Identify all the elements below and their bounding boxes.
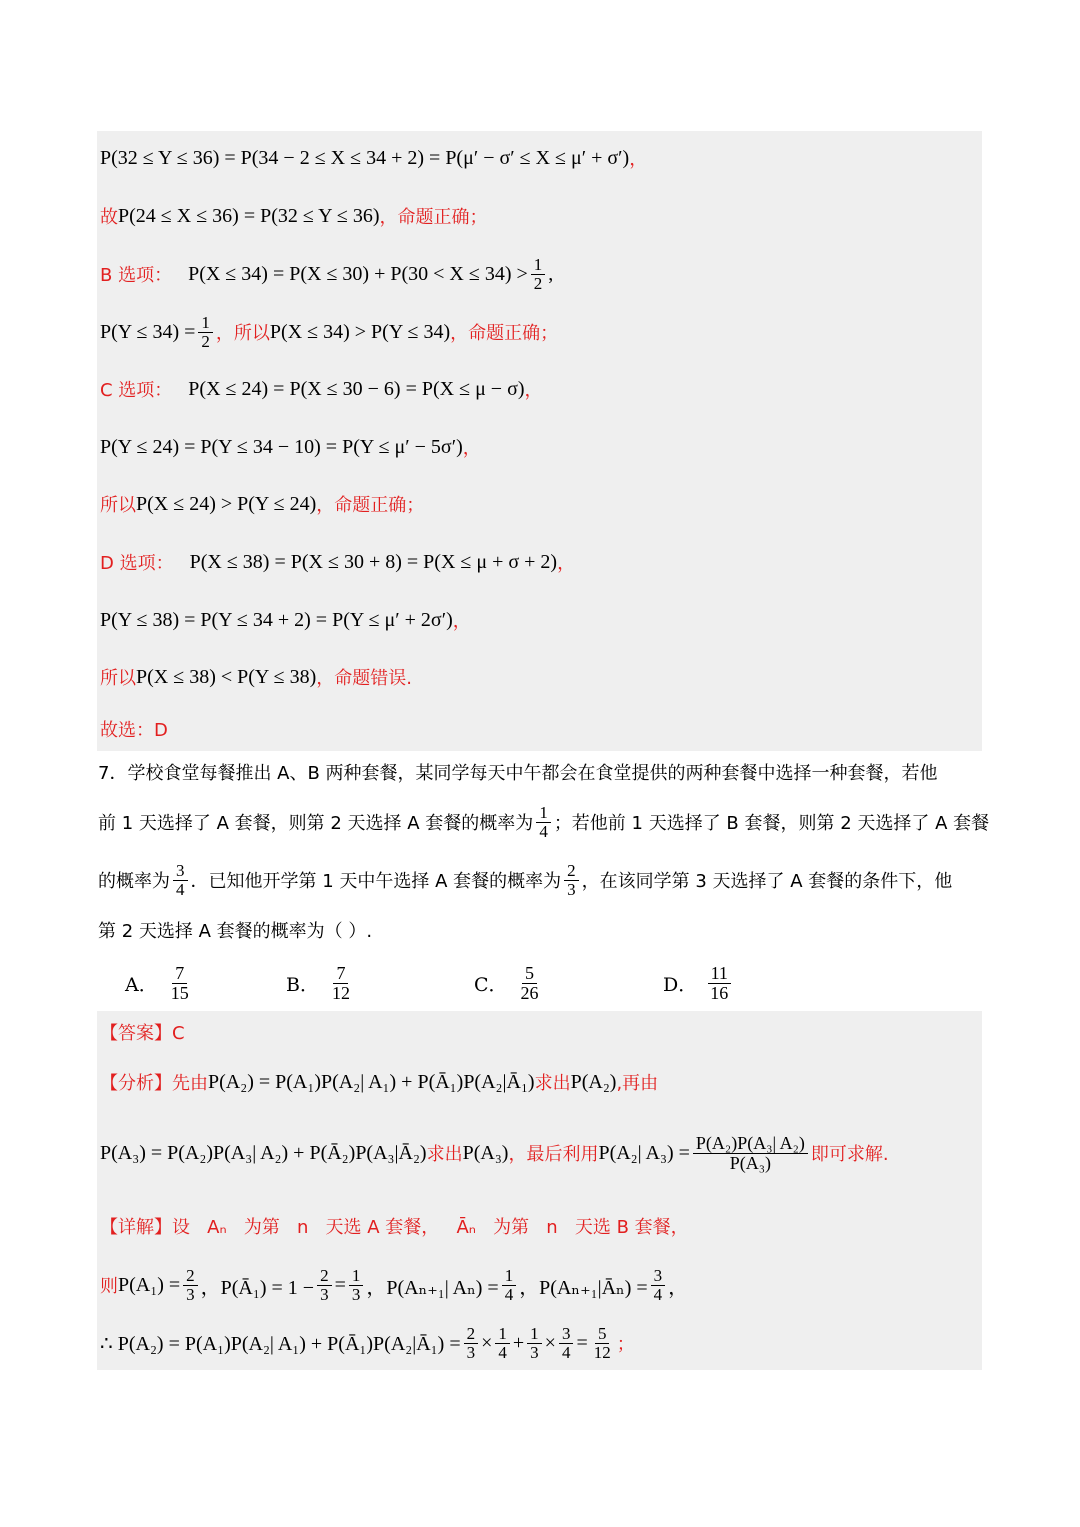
- fraction: [531, 256, 546, 293]
- punctuation: ，: [452, 611, 471, 632]
- denominator: 4: [498, 1342, 507, 1362]
- math-expression: P(Y ≤ 34) =: [100, 320, 196, 343]
- option-b[interactable]: [286, 960, 356, 1006]
- numerator: 3: [559, 1325, 574, 1344]
- operator: ×: [544, 1331, 556, 1354]
- denominator: 16: [710, 982, 729, 1003]
- text: 所以: [100, 495, 136, 516]
- math-expression: ，P(Ā₁) = 1 −: [200, 1276, 315, 1299]
- fraction: [651, 1267, 666, 1304]
- option-label: B．: [286, 973, 319, 996]
- denominator: 3: [530, 1342, 539, 1362]
- text: ，命题正确；: [379, 207, 488, 228]
- operator: +: [512, 1331, 525, 1354]
- math-expression: P(A₂): [570, 1070, 617, 1093]
- detail-line-3: [100, 1320, 635, 1366]
- fraction: [502, 1267, 517, 1304]
- math-expression: P(X ≤ 24) > P(Y ≤ 24): [136, 492, 317, 515]
- denominator: 4: [561, 1342, 571, 1362]
- fraction: [183, 1267, 198, 1304]
- math-expression: P(X ≤ 38) = P(X ≤ 30 + 8) = P(X ≤ μ + σ + 2): [189, 550, 558, 573]
- answer-line: [100, 1013, 185, 1051]
- numerator: 1: [502, 1267, 517, 1286]
- solution-line-6: [100, 428, 481, 466]
- punctuation: ，: [668, 1276, 689, 1299]
- solution-line-4: [100, 313, 558, 351]
- denominator: 2: [201, 331, 210, 351]
- denominator: 2: [533, 273, 543, 293]
- text: ，最后利用: [508, 1144, 599, 1165]
- solution-line-8: [100, 543, 575, 581]
- math-expression: P(24 ≤ X ≤ 36) = P(32 ≤ Y ≤ 36): [118, 204, 380, 227]
- text: 所以: [100, 668, 136, 689]
- option-b-label: B 选项：: [100, 265, 173, 286]
- punctuation: ，: [557, 553, 576, 574]
- text: 的概率为: [98, 871, 170, 892]
- fraction: [349, 1267, 364, 1304]
- question-line-4: 第 2 天选择 A 套餐的概率为（ ）.: [98, 921, 373, 942]
- math-expression: P(Y ≤ 24) = P(Y ≤ 34 − 10) = P(Y ≤ μ′ − 5σ′): [100, 435, 463, 458]
- numerator: 1: [527, 1325, 542, 1344]
- fraction: [559, 1325, 574, 1362]
- denominator: 3: [351, 1284, 361, 1304]
- option-label: C．: [474, 973, 508, 996]
- solution-line-5: [100, 370, 543, 408]
- math-expression: P(32 ≤ Y ≤ 36) = P(34 − 2 ≤ X ≤ 34 + 2) = P(μ′ − σ′ ≤ X ≤ μ′ + σ′): [100, 146, 630, 169]
- text: 设 Aₙ 为第 n 天选 A 套餐， Āₙ 为第 n 天选 B 套餐，: [172, 1217, 689, 1238]
- denominator: 4: [653, 1284, 663, 1304]
- numerator: 1: [531, 256, 546, 275]
- denominator: 3: [466, 1342, 476, 1362]
- denominator: 12: [593, 1342, 611, 1362]
- option-c-label: C 选项：: [100, 380, 173, 401]
- text: 求出: [534, 1073, 571, 1094]
- punctuation: ,: [548, 262, 554, 285]
- analysis-line-2: [100, 1125, 889, 1181]
- numerator: 1: [198, 314, 213, 333]
- denominator: 3: [186, 1284, 195, 1304]
- numerator: 2: [183, 1267, 198, 1286]
- answer-label: 【答案】C: [100, 1023, 185, 1044]
- text: ，命题正确；: [450, 323, 559, 344]
- text: 则: [100, 1276, 118, 1297]
- numerator: 2: [317, 1267, 332, 1286]
- numerator: 1: [495, 1325, 510, 1344]
- option-label: A．: [125, 973, 158, 996]
- analysis-line-1: [100, 1063, 658, 1101]
- text: 故: [100, 207, 118, 228]
- fraction: [173, 862, 188, 899]
- denominator: 12: [331, 982, 350, 1003]
- denominator: 15: [170, 982, 189, 1003]
- fraction: [693, 1134, 808, 1173]
- math-expression: =: [334, 1273, 346, 1296]
- text: ，在该同学第 3 天选择了 A 套餐的条件下，他: [581, 871, 953, 892]
- option-label: D．: [663, 973, 698, 996]
- numerator: P(A₂)P(A₃| A₂): [693, 1134, 808, 1154]
- detail-label: 【详解】: [100, 1217, 172, 1238]
- math-expression: P(X ≤ 34) = P(X ≤ 30) + P(30 < X ≤ 34) >: [188, 262, 528, 285]
- math-expression: P(A₃) = P(A₂)P(A₃| A₂) + P(Ā₂)P(A₃|Ā₂): [100, 1141, 427, 1164]
- analysis-label: 【分析】: [100, 1073, 172, 1094]
- punctuation: ，: [524, 380, 543, 401]
- numerator: 2: [464, 1325, 479, 1344]
- option-d-label: D 选项：: [100, 553, 174, 574]
- math-expression: P(A₂| A₃) =: [598, 1141, 690, 1164]
- math-expression: ，P(Aₙ₊₁| Aₙ) =: [366, 1276, 499, 1299]
- fraction: [527, 1325, 542, 1362]
- solution-line-2: [100, 197, 487, 235]
- math-expression: ，P(Aₙ₊₁|Āₙ) =: [519, 1276, 648, 1299]
- punctuation: ，: [462, 438, 481, 459]
- operator: ×: [481, 1331, 493, 1354]
- numerator: 3: [173, 862, 188, 881]
- numerator: 1: [349, 1267, 364, 1286]
- text: 即可求解.: [810, 1144, 889, 1165]
- math-expression: P(A₂) = P(A₁)P(A₂| A₁) + P(Ā₁)P(A₂|Ā₁): [208, 1070, 535, 1093]
- text: ,再由: [616, 1073, 659, 1094]
- final-choice: 故选：D: [100, 720, 168, 741]
- fraction: [564, 862, 579, 899]
- denominator: 4: [504, 1284, 514, 1304]
- math-expression: P(A₁) =: [118, 1273, 181, 1296]
- denominator: 4: [176, 879, 185, 899]
- option-c[interactable]: [474, 960, 545, 1006]
- numerator: 2: [564, 862, 579, 881]
- denominator: 3: [320, 1284, 329, 1304]
- numerator: 1: [536, 804, 551, 823]
- detail-line-2: [100, 1263, 688, 1307]
- fraction: [317, 1267, 332, 1304]
- text: 求出: [426, 1144, 463, 1165]
- numerator: 5: [595, 1325, 610, 1344]
- math-expression: P(X ≤ 34) > P(Y ≤ 34): [269, 320, 451, 343]
- fraction: [495, 1325, 510, 1362]
- numerator: 5: [522, 964, 537, 984]
- punctuation: ；: [616, 1334, 635, 1355]
- detail-line-1: [100, 1207, 689, 1245]
- operator: =: [576, 1331, 588, 1354]
- denominator: 3: [567, 879, 576, 899]
- math-expression: P(Y ≤ 38) = P(Y ≤ 34 + 2) = P(Y ≤ μ′ + 2σ′): [100, 608, 453, 631]
- math-expression: ∴ P(A₂) = P(A₁)P(A₂| A₁) + P(Ā₁)P(A₂|Ā₁) =: [100, 1332, 461, 1355]
- question-line-3: [98, 862, 952, 898]
- numerator: 3: [651, 1267, 666, 1286]
- punctuation: ，: [629, 149, 648, 170]
- text: ，所以: [215, 323, 270, 344]
- solution-line-11: [100, 710, 168, 748]
- option-d[interactable]: [663, 960, 734, 1006]
- denominator: P(A₃): [729, 1152, 772, 1173]
- denominator: 26: [520, 982, 539, 1003]
- math-expression: P(A₃): [462, 1141, 509, 1164]
- fraction: [464, 1325, 479, 1362]
- text: 先由: [172, 1073, 208, 1094]
- math-expression: P(X ≤ 38) < P(Y ≤ 38): [136, 665, 317, 688]
- numerator: 7: [172, 964, 187, 984]
- solution-line-3: [100, 255, 553, 293]
- question-line-1: 7．学校食堂每餐推出 A、B 两种套餐，某同学每天中午都会在食堂提供的两种套餐中选择一种套餐，若他: [98, 763, 938, 784]
- text: ；若他前 1 天选择了 B 套餐，则第 2 天选择了 A 套餐: [553, 813, 990, 834]
- numerator: 7: [333, 964, 348, 984]
- text: ，命题错误.: [316, 668, 412, 689]
- solution-line-7: [100, 485, 424, 523]
- text: ，命题正确；: [316, 495, 425, 516]
- solution-line-9: [100, 601, 471, 639]
- text: ．已知他开学第 1 天中午选择 A 套餐的概率为: [190, 871, 562, 892]
- solution-line-1: [100, 139, 647, 177]
- fraction: [198, 314, 213, 351]
- fraction: [591, 1325, 614, 1362]
- option-a[interactable]: [125, 960, 195, 1006]
- numerator: 11: [708, 964, 731, 984]
- math-expression: P(X ≤ 24) = P(X ≤ 30 − 6) = P(X ≤ μ − σ): [188, 377, 525, 400]
- solution-line-10: [100, 658, 412, 696]
- text: 前 1 天选择了 A 套餐，则第 2 天选择 A 套餐的概率为: [98, 813, 534, 834]
- denominator: 4: [539, 821, 548, 841]
- question-line-2: [98, 804, 989, 840]
- fraction: [536, 804, 551, 841]
